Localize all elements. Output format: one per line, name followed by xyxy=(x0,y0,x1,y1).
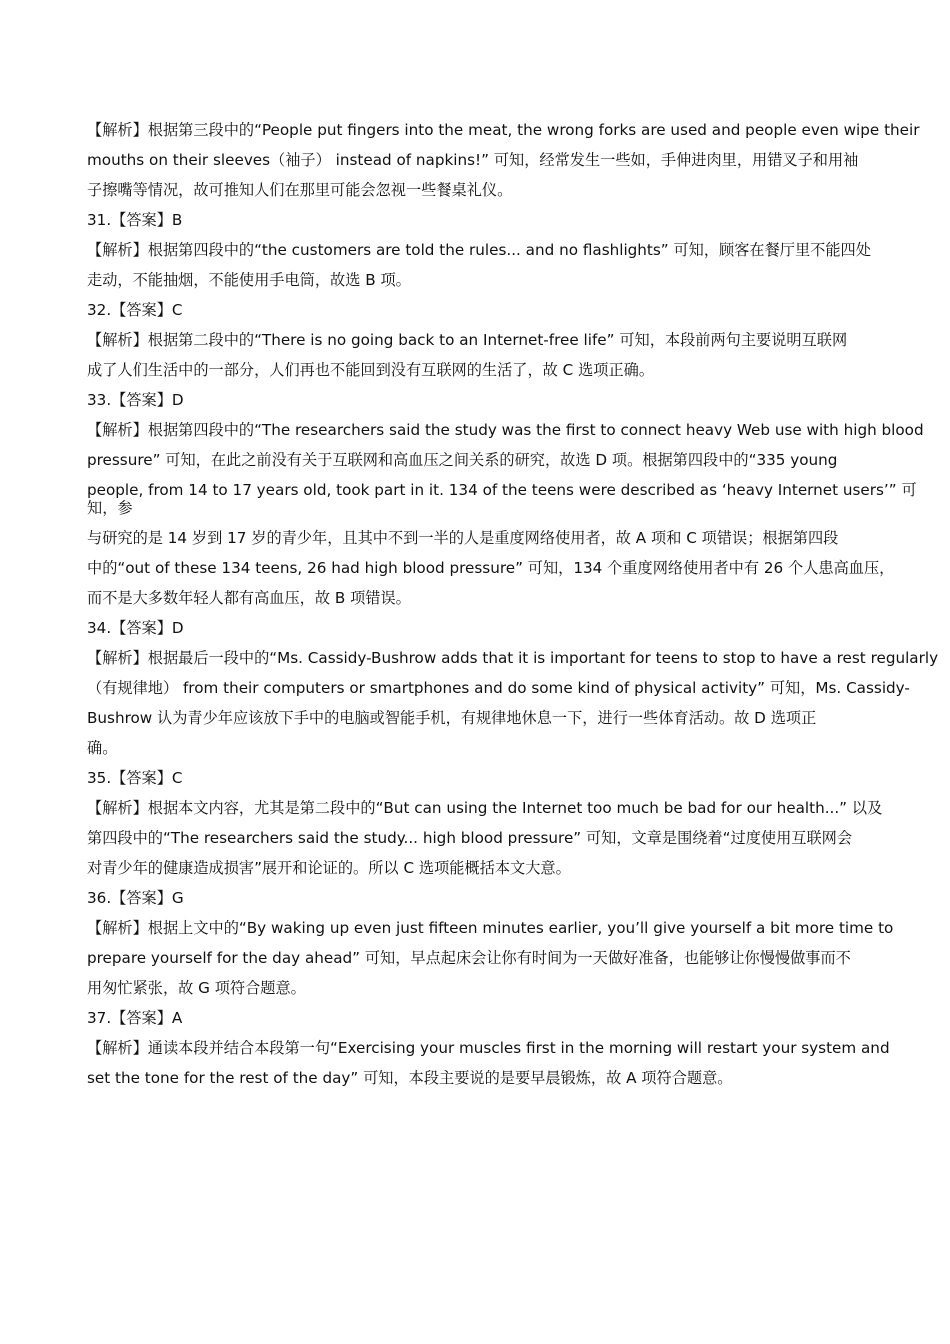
answer-heading: 37.【答案】A xyxy=(87,1009,183,1027)
answer-heading: 32.【答案】C xyxy=(87,301,183,319)
answer-explanations xyxy=(87,121,940,1087)
text-line: 走动，不能抽烟，不能使用手电筒，故选 B 项。 xyxy=(87,271,411,289)
text-line: 【解析】根据最后一段中的“Ms. Cassidy-Bushrow adds that it is important for teens to stop to have a rest regularly xyxy=(87,649,939,667)
text-line: mouths on their sleeves（袖子） instead of napkins!” 可知，经常发生一些如，手伸进肉里，用错叉子和用袖 xyxy=(87,151,859,169)
text-line: prepare yourself for the day ahead” 可知，早点起床会让你有时间为一天做好准备，也能够让你慢慢做事而不 xyxy=(87,949,851,967)
text-line: pressure” 可知，在此之前没有关于互联网和高血压之间关系的研究，故选 D 项。根据第四段中的“335 young xyxy=(87,451,838,469)
text-line: 【解析】根据上文中的“By waking up even just fifteen minutes earlier, you’ll give yourself a bit more time to xyxy=(87,919,894,937)
text-line: Bushrow 认为青少年应该放下手中的电脑或智能手机，有规律地休息一下，进行一些体育活动。故 D 选项正 xyxy=(87,709,817,727)
text-line: 子擦嘴等情况，故可推知人们在那里可能会忽视一些餐桌礼仪。 xyxy=(87,181,513,199)
text-line: 与研究的是 14 岁到 17 岁的青少年，且其中不到一半的人是重度网络使用者，故 A 项和 C 项错误；根据第四段 xyxy=(87,529,839,547)
answer-heading: 33.【答案】D xyxy=(87,391,184,409)
text-line: 成了人们生活中的一部分，人们再也不能回到没有互联网的生活了，故 C 选项正确。 xyxy=(87,361,655,379)
text-line: 而不是大多数年轻人都有高血压，故 B 项错误。 xyxy=(87,589,411,607)
text-line: 对青少年的健康造成损害”展开和论证的。所以 C 选项能概括本文大意。 xyxy=(87,859,571,877)
answer-heading: 31.【答案】B xyxy=(87,211,183,229)
answer-heading: 35.【答案】C xyxy=(87,769,183,787)
text-line: （有规律地） from their computers or smartphones and do some kind of physical activity” 可知，Ms. Cassidy- xyxy=(87,679,910,697)
text-line: 确。 xyxy=(87,739,118,757)
text-line: 【解析】根据第四段中的“The researchers said the study was the first to connect heavy Web use with high blood xyxy=(87,421,924,439)
answer-heading: 36.【答案】G xyxy=(87,889,184,907)
text-line: 第四段中的“The researchers said the study... high blood pressure” 可知，文章是围绕着“过度使用互联网会 xyxy=(87,829,853,847)
text-line: 【解析】根据本文内容，尤其是第二段中的“But can using the Internet too much be bad for our health...” 以及 xyxy=(87,799,883,817)
text-line: 【解析】根据第三段中的“People put fingers into the meat, the wrong forks are used and people even wipe their xyxy=(87,121,920,139)
text-line: 中的“out of these 134 teens, 26 had high blood pressure” 可知，134 个重度网络使用者中有 26 个人患高血压， xyxy=(87,559,895,577)
answer-heading: 34.【答案】D xyxy=(87,619,184,637)
text-line: 用匆忙紧张，故 G 项符合题意。 xyxy=(87,979,306,997)
text-line: 【解析】根据第二段中的“There is no going back to an Internet-free life” 可知，本段前两句主要说明互联网 xyxy=(87,331,848,349)
text-line: set the tone for the rest of the day” 可知，本段主要说的是要早晨锻炼，故 A 项符合题意。 xyxy=(87,1069,733,1087)
text-line: 【解析】通读本段并结合本段第一句“Exercising your muscles first in the morning will restart your system and xyxy=(87,1039,890,1057)
text-line: 【解析】根据第四段中的“the customers are told the rules... and no flashlights” 可知，顾客在餐厅里不能四处 xyxy=(87,241,871,259)
text-line: people, from 14 to 17 years old, took part in it. 134 of the teens were described as ‘heavy Internet users’” 可知，参 xyxy=(87,481,917,517)
